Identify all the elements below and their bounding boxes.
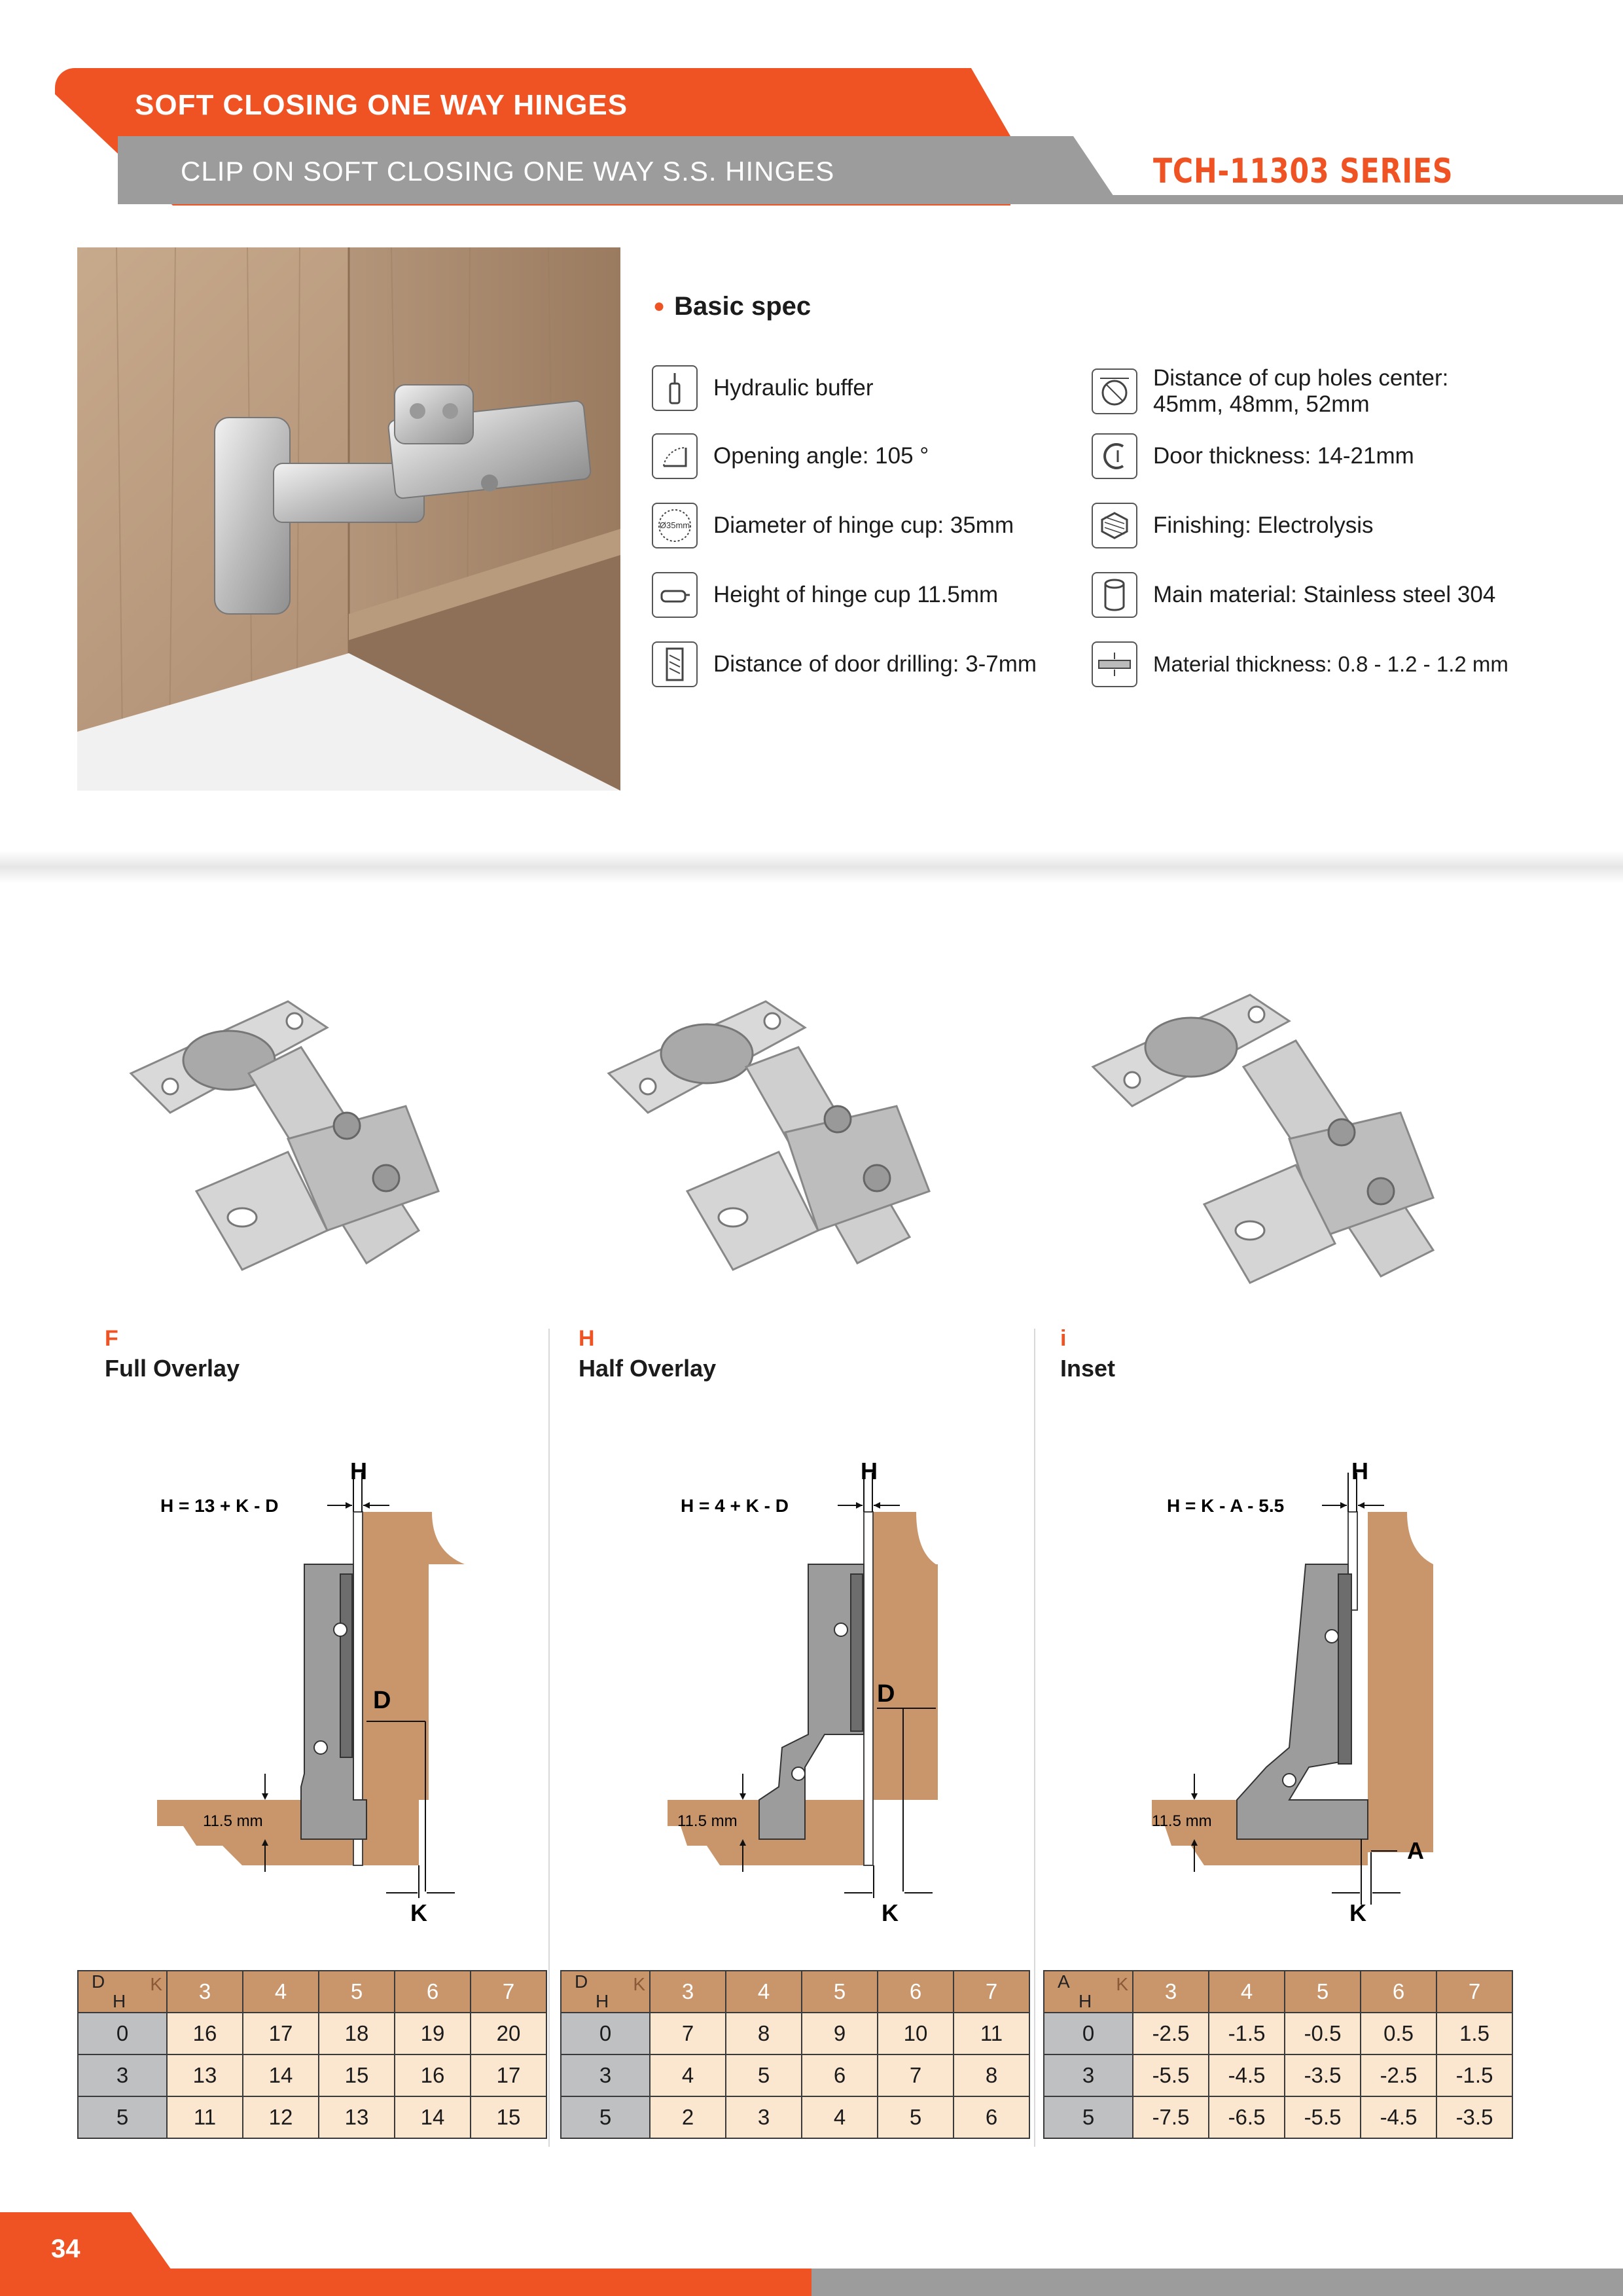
corner-label: H xyxy=(113,1991,126,2011)
spec-text: Distance of door drilling: 3-7mm xyxy=(713,651,1037,677)
table-header-row xyxy=(1044,1971,1512,2013)
column-header: 3 xyxy=(1133,1971,1209,2013)
series-label: TCH-11303 SERIES xyxy=(1153,152,1454,191)
table-cell: 14 xyxy=(243,2054,319,2096)
spec-item xyxy=(1092,641,1508,687)
table-cell: 16 xyxy=(167,2013,243,2054)
table-cell: -4.5 xyxy=(1361,2096,1436,2138)
table-cell: -1.5 xyxy=(1209,2013,1285,2054)
table-cell: 11 xyxy=(954,2013,1029,2054)
inset-table xyxy=(1043,1970,1513,2139)
header-rule xyxy=(1113,195,1623,204)
corner-label: A xyxy=(1058,1971,1070,1992)
dimension-label-h: H xyxy=(350,1460,367,1484)
door-drilling-icon xyxy=(652,641,698,687)
table-cell: -7.5 xyxy=(1133,2096,1209,2138)
column-header: 6 xyxy=(878,1971,954,2013)
table-cell: 7 xyxy=(650,2013,726,2054)
table-row xyxy=(561,2096,1029,2138)
column-header: 6 xyxy=(1361,1971,1436,2013)
spec-text-line: Distance of cup holes center: xyxy=(1153,365,1449,391)
table-cell: 8 xyxy=(726,2013,802,2054)
row-header: 0 xyxy=(561,2013,650,2054)
row-header: 0 xyxy=(78,2013,167,2054)
spec-text: Opening angle: 105 ° xyxy=(713,443,929,469)
formula: H = K - A - 5.5 xyxy=(1167,1496,1285,1516)
row-header: 3 xyxy=(78,2054,167,2096)
half-overlay-diagram xyxy=(668,1460,1034,1931)
table-cell: 7 xyxy=(878,2054,954,2096)
table-cell: -6.5 xyxy=(1209,2096,1285,2138)
table-cell: -1.5 xyxy=(1436,2054,1512,2096)
table-cell: -2.5 xyxy=(1361,2054,1436,2096)
table-corner xyxy=(1044,1971,1133,2013)
section-title: Inset xyxy=(1060,1355,1116,1382)
table-cell: -4.5 xyxy=(1209,2054,1285,2096)
finishing-icon xyxy=(1092,503,1137,548)
table-cell: 3 xyxy=(726,2096,802,2138)
hydraulic-buffer-icon xyxy=(652,365,698,411)
full-overlay-table xyxy=(77,1970,547,2139)
corner-label: H xyxy=(596,1991,609,2011)
table-row xyxy=(78,2013,546,2054)
table-cell: 6 xyxy=(802,2054,878,2096)
column-header: 4 xyxy=(1209,1971,1285,2013)
spec-text: Door thickness: 14-21mm xyxy=(1153,443,1414,469)
page-number-tab xyxy=(0,2212,190,2296)
table-cell: 13 xyxy=(167,2054,243,2096)
table-cell: 10 xyxy=(878,2013,954,2054)
table-row xyxy=(78,2054,546,2096)
bullet-icon: ● xyxy=(653,295,666,317)
column-divider xyxy=(548,1329,550,2147)
spec-text: Finishing: Electrolysis xyxy=(1153,512,1374,538)
table-cell: 4 xyxy=(650,2054,726,2096)
row-header: 0 xyxy=(1044,2013,1133,2054)
column-header: 4 xyxy=(243,1971,319,2013)
dimension-label-h: H xyxy=(861,1460,878,1484)
table-row xyxy=(561,2054,1029,2096)
table-cell: 0.5 xyxy=(1361,2013,1436,2054)
row-header: 3 xyxy=(561,2054,650,2096)
spec-text-line: 45mm, 48mm, 52mm xyxy=(1153,391,1370,417)
spec-text: Hydraulic buffer xyxy=(713,375,874,401)
cup-diameter-icon-label: Ø35mm xyxy=(659,520,690,530)
dimension-label-d: D xyxy=(877,1680,895,1708)
column-header: 3 xyxy=(167,1971,243,2013)
table-cell: -3.5 xyxy=(1285,2054,1361,2096)
column-header: 6 xyxy=(395,1971,471,2013)
hinge-photo-full-overlay xyxy=(118,956,537,1322)
table-header-row xyxy=(78,1971,546,2013)
spec-text: Material thickness: 0.8 - 1.2 - 1.2 mm xyxy=(1153,652,1508,676)
corner-label: K xyxy=(633,1974,645,1994)
spec-item xyxy=(652,641,1037,687)
page-title: SOFT CLOSING ONE WAY HINGES xyxy=(135,89,628,121)
door-thickness-icon xyxy=(1092,433,1137,479)
section-separator xyxy=(0,851,1623,884)
opening-angle-icon xyxy=(652,433,698,479)
spec-item xyxy=(1092,433,1414,479)
row-header: 5 xyxy=(78,2096,167,2138)
dimension-label-k: K xyxy=(1349,1899,1366,1926)
table-cell: 11 xyxy=(167,2096,243,2138)
column-header: 3 xyxy=(650,1971,726,2013)
table-corner xyxy=(561,1971,650,2013)
cup-diameter-icon xyxy=(652,503,698,548)
table-cell: -5.5 xyxy=(1285,2096,1361,2138)
section-letter: F xyxy=(105,1326,118,1351)
table-row xyxy=(1044,2096,1512,2138)
hinge-photo-half-overlay xyxy=(596,956,1014,1322)
formula: H = 13 + K - D xyxy=(160,1496,279,1516)
table-cell: 20 xyxy=(471,2013,546,2054)
table-cell: 4 xyxy=(802,2096,878,2138)
table-cell: -0.5 xyxy=(1285,2013,1361,2054)
row-header: 3 xyxy=(1044,2054,1133,2096)
footer-band-gray xyxy=(812,2269,1623,2296)
dimension-label-k: K xyxy=(410,1899,427,1926)
dimension-label-k: K xyxy=(882,1899,899,1926)
spec-text xyxy=(1153,365,1448,418)
spec-item xyxy=(652,433,929,479)
spec-item xyxy=(652,365,873,411)
table-cell: 6 xyxy=(954,2096,1029,2138)
table-cell: 1.5 xyxy=(1436,2013,1512,2054)
table-cell: 8 xyxy=(954,2054,1029,2096)
table-cell: 17 xyxy=(471,2054,546,2096)
cup-height-icon xyxy=(652,572,698,618)
table-row xyxy=(561,2013,1029,2054)
table-corner xyxy=(78,1971,167,2013)
column-header: 4 xyxy=(726,1971,802,2013)
table-cell: 18 xyxy=(319,2013,395,2054)
material-icon xyxy=(1092,572,1137,618)
cup-holes-center-icon xyxy=(1092,368,1137,414)
row-header: 5 xyxy=(561,2096,650,2138)
material-thickness-icon xyxy=(1092,641,1137,687)
section-title: Half Overlay xyxy=(579,1355,717,1382)
dimension-label-d: D xyxy=(373,1687,391,1714)
table-cell: 16 xyxy=(395,2054,471,2096)
column-header: 7 xyxy=(1436,1971,1512,2013)
table-row xyxy=(78,2096,546,2138)
corner-label: K xyxy=(150,1974,162,1994)
formula: H = 4 + K - D xyxy=(681,1496,789,1516)
table-cell: -2.5 xyxy=(1133,2013,1209,2054)
spec-title-text: Basic spec xyxy=(674,292,812,321)
spec-item xyxy=(1092,365,1448,418)
corner-label: D xyxy=(92,1971,105,1992)
spec-item xyxy=(1092,503,1374,548)
table-row xyxy=(1044,2054,1512,2096)
table-cell: 12 xyxy=(243,2096,319,2138)
table-cell: 5 xyxy=(726,2054,802,2096)
full-overlay-diagram xyxy=(157,1460,524,1931)
table-cell: 2 xyxy=(650,2096,726,2138)
corner-label: K xyxy=(1116,1974,1128,1994)
spec-text: Main material: Stainless steel 304 xyxy=(1153,582,1496,607)
corner-label: D xyxy=(575,1971,588,1992)
spec-item xyxy=(1092,572,1495,618)
cup-height-label: 11.5 mm xyxy=(203,1812,263,1830)
cup-height-label: 11.5 mm xyxy=(1152,1812,1212,1830)
column-header: 7 xyxy=(471,1971,546,2013)
page-number: 34 xyxy=(51,2234,80,2263)
column-header: 7 xyxy=(954,1971,1029,2013)
dimension-label-a: A xyxy=(1407,1837,1424,1864)
table-cell: 19 xyxy=(395,2013,471,2054)
column-header: 5 xyxy=(319,1971,395,2013)
section-title: Full Overlay xyxy=(105,1355,240,1382)
table-cell: 5 xyxy=(878,2096,954,2138)
row-header: 5 xyxy=(1044,2096,1133,2138)
column-divider xyxy=(1034,1329,1035,2147)
table-cell: 15 xyxy=(471,2096,546,2138)
table-cell: 15 xyxy=(319,2054,395,2096)
column-header: 5 xyxy=(1285,1971,1361,2013)
spec-text: Diameter of hinge cup: 35mm xyxy=(713,512,1014,538)
dimension-label-h: H xyxy=(1351,1460,1368,1484)
table-cell: -5.5 xyxy=(1133,2054,1209,2096)
column-header: 5 xyxy=(802,1971,878,2013)
half-overlay-table xyxy=(560,1970,1030,2139)
table-cell: 14 xyxy=(395,2096,471,2138)
table-header-row xyxy=(561,1971,1029,2013)
spec-item xyxy=(652,503,1014,548)
table-cell: 9 xyxy=(802,2013,878,2054)
hinge-photo-inset xyxy=(1080,956,1499,1322)
spec-text: Height of hinge cup 11.5mm xyxy=(713,582,999,607)
cup-height-label: 11.5 mm xyxy=(677,1812,738,1830)
spec-title xyxy=(653,292,811,321)
table-cell: -3.5 xyxy=(1436,2096,1512,2138)
corner-label: H xyxy=(1079,1991,1092,2011)
spec-item xyxy=(652,572,998,618)
section-letter: i xyxy=(1060,1326,1067,1351)
inset-diagram xyxy=(1152,1460,1518,1931)
table-row xyxy=(1044,2013,1512,2054)
page-subtitle: CLIP ON SOFT CLOSING ONE WAY S.S. HINGES xyxy=(181,156,835,187)
section-letter: H xyxy=(579,1326,595,1351)
table-cell: 17 xyxy=(243,2013,319,2054)
product-photo xyxy=(77,247,620,791)
table-cell: 13 xyxy=(319,2096,395,2138)
